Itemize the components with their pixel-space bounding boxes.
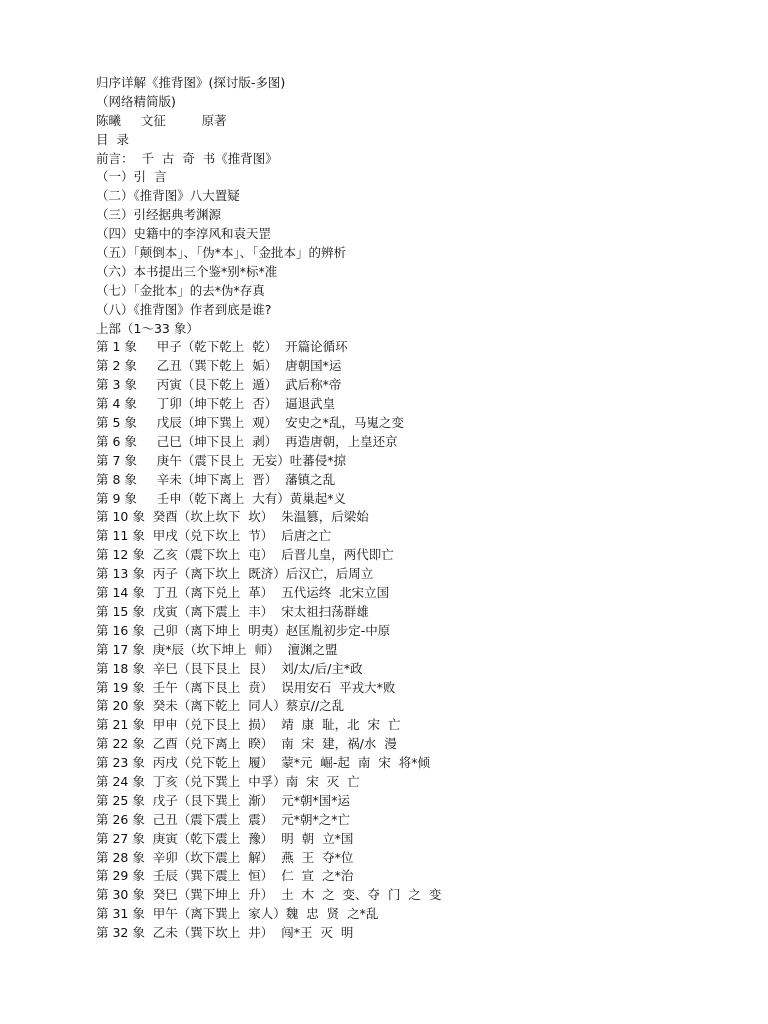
- toc-entry: 第 29 象 壬辰（巽下震上 恒） 仁 宣 之*治: [96, 868, 354, 884]
- toc-entry: 第 25 象 戊子（艮下巽上 渐） 元*朝*国*运: [96, 792, 350, 808]
- toc-entry: 第 27 象 庚寅（乾下震上 豫） 明 朝 立*国: [96, 830, 354, 846]
- preface-item: （七）「金批本」的去*伪*存真: [96, 282, 265, 298]
- preface-item: （二）《推背图》八大置疑: [96, 188, 240, 204]
- preface-item: （一）引 言: [96, 169, 167, 185]
- toc-entry: 第 9 象 壬申（乾下离上 大有）黄巢起*义: [96, 490, 346, 506]
- toc-entry: 第 23 象 丙戌（兑下乾上 履） 蒙*元 崛-起 南 宋 将*倾: [96, 755, 430, 771]
- document-authors: 陈曦 文征 原著: [96, 112, 227, 128]
- toc-entry: 第 5 象 戊辰（坤下巽上 观） 安史之*乱，马嵬之变: [96, 415, 404, 431]
- toc-entry: 第 15 象 戊寅（离下震上 丰） 宋太祖扫荡群雄: [96, 603, 369, 619]
- toc-heading: 目 录: [96, 131, 129, 147]
- toc-entry: 第 28 象 辛卯（坎下震上 解） 燕 王 夺*位: [96, 849, 354, 865]
- toc-entry: 第 8 象 辛未（坤下离上 晋） 藩镇之乱: [96, 471, 336, 487]
- preface-item: （六）本书提出三个鉴*别*标*准: [96, 263, 278, 279]
- preface-heading: 前言： 千 古 奇 书《推背图》: [96, 150, 278, 166]
- toc-entry: 第 20 象 癸未（离下乾上 同人）蔡京//之乱: [96, 698, 345, 714]
- toc-entry: 第 2 象 乙丑（巽下乾上 姤） 唐朝国*运: [96, 358, 342, 374]
- toc-entry: 第 10 象 癸酉（坎上坎下 坎） 朱温篡，后梁始: [96, 509, 369, 525]
- toc-entry: 第 22 象 乙酉（兑下离上 睽） 南 宋 建，祸/水 漫: [96, 736, 397, 752]
- toc-entry: 第 16 象 己卯（离下坤上 明夷）赵匡胤初步定-中原: [96, 622, 391, 638]
- toc-entry: 第 18 象 辛巳（艮下艮上 艮） 刘/太/后/主*政: [96, 660, 363, 676]
- toc-entry: 第 11 象 甲戌（兑下坎上 节） 后唐之亡: [96, 528, 332, 544]
- toc-entry: 第 26 象 己丑（震下震上 震） 元*朝*之*亡: [96, 811, 350, 827]
- toc-entry: 第 24 象 丁亥（兑下巽上 中孚）南 宋 灭 亡: [96, 773, 360, 789]
- part-heading: 上部（1～33 象）: [96, 320, 199, 336]
- toc-entry: 第 14 象 丁丑（离下兑上 革） 五代运终 北宋立国: [96, 585, 390, 601]
- toc-entry: 第 19 象 壬午（离下艮上 贲） 误用安石 平戎大*败: [96, 679, 396, 695]
- preface-list: [96, 168, 736, 319]
- toc-entry: 第 4 象 丁卯（坤下乾上 否） 逼退武皇: [96, 396, 336, 412]
- toc-entry: 第 13 象 丙子（离下坎上 既济）后汉亡，后周立: [96, 566, 374, 582]
- document-page: [96, 74, 736, 943]
- preface-item: （五）「颠倒本」、「伪*本」、「金批本」的辨析: [96, 245, 347, 261]
- toc-entry: 第 30 象 癸巳（巽下坤上 升） 土 木 之 变、夺 门 之 变: [96, 887, 442, 903]
- preface-item: （八）《推背图》作者到底是谁?: [96, 301, 272, 317]
- toc-entry: 第 3 象 丙寅（艮下乾上 遁） 武后称*帝: [96, 377, 342, 393]
- document-title: 归序详解《推背图》(探讨版-多图): [96, 75, 286, 90]
- toc-entry: 第 12 象 乙亥（震下坎上 屯） 后晋儿皇，两代即亡: [96, 547, 394, 563]
- toc-entry: 第 31 象 甲午（离下巽上 家人）魏 忠 贤 之*乱: [96, 906, 379, 922]
- document-subtitle: （网络精简版): [96, 93, 176, 109]
- preface-item: （四）史籍中的李淳风和袁天罡: [96, 226, 272, 242]
- preface-item: （三）引经据典考渊源: [96, 207, 222, 223]
- toc-entry: 第 1 象 甲子（乾下乾上 乾） 开篇论循环: [96, 339, 348, 355]
- entry-list: [96, 338, 736, 943]
- toc-entry: 第 7 象 庚午（震下艮上 无妄）吐蕃侵*掠: [96, 452, 346, 468]
- toc-entry: 第 17 象 庚*辰（坎下坤上 师） 澶渊之盟: [96, 641, 338, 657]
- toc-entry: 第 6 象 己巳（坤下艮上 剥） 再造唐朝，上皇还京: [96, 433, 398, 449]
- toc-entry: 第 32 象 乙未（巽下坎上 井） 闯*王 灭 明: [96, 925, 354, 941]
- toc-entry: 第 21 象 甲申（兑下艮上 损） 靖 康 耻，北 宋 亡: [96, 717, 401, 733]
